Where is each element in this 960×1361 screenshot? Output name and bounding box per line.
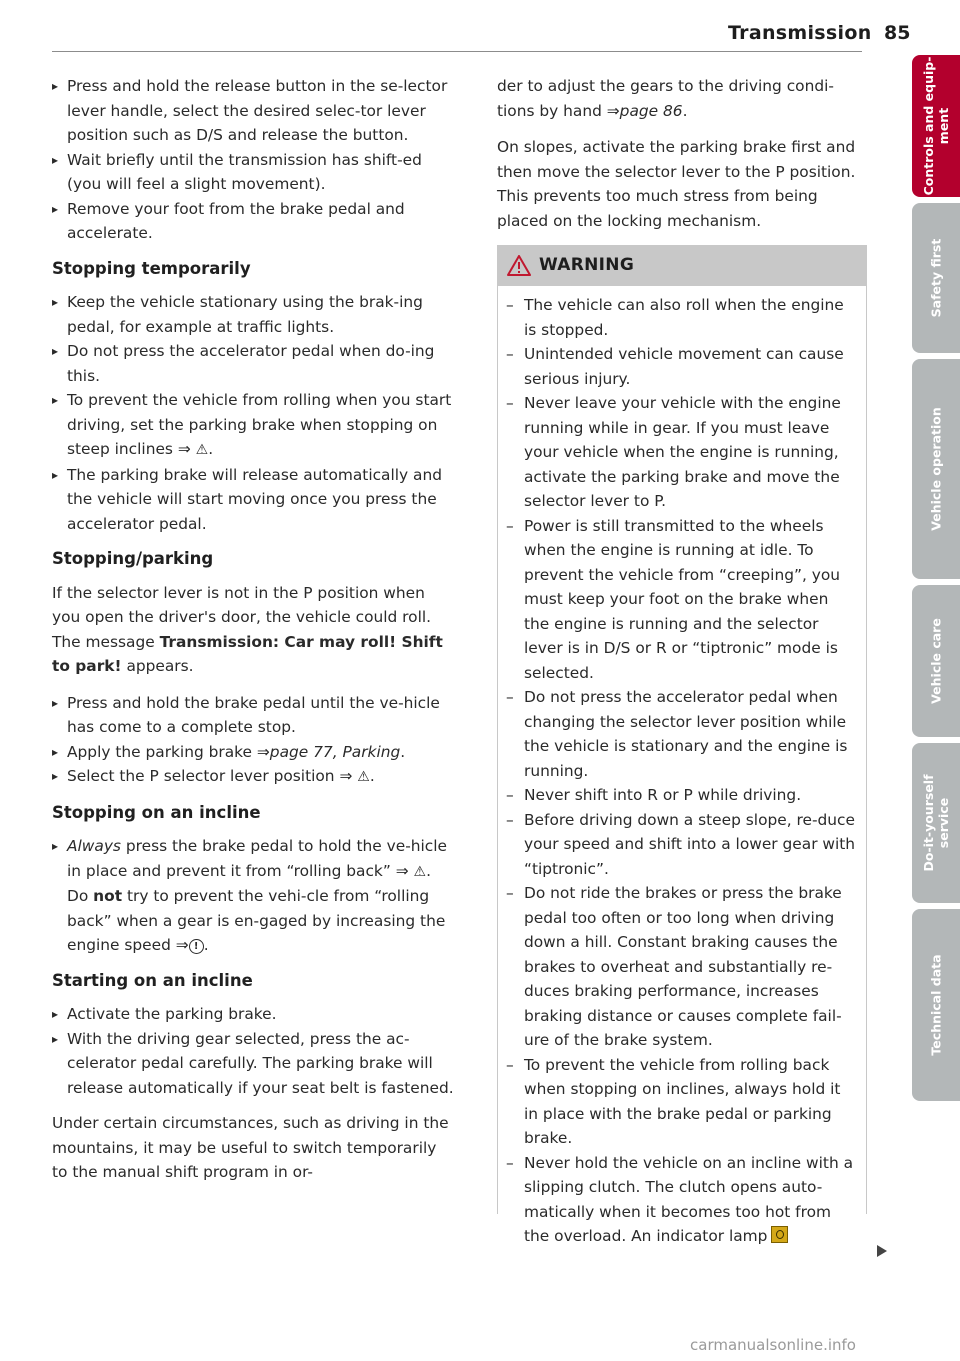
step-text: press the brake pedal to hold the ve-hicle in place and prevent it from “rolling back” [67,837,447,880]
emphasis-text: Always [67,837,121,855]
step-item: ▸ Activate the parking brake. [52,1002,456,1027]
step-item: ▸ Wait briefly until the transmission has shift-ed (you will feel a slight movement). [52,148,456,197]
warning-item: – Do not ride the brakes or press the brake pedal too often or too long when driving down a hill. Constant braking causes the brakes to overheat and substantially re-duces braking performance, increases braking distance or causes complete fail-ure of the brake system. [506,881,856,1053]
page-header-title: Transmission [728,22,872,44]
paragraph-text: appears. [121,657,194,675]
tab-label [921,57,951,196]
warning-triangle-icon[interactable]: ⚠ [357,769,370,785]
warning-item: – To prevent the vehicle from rolling back when stopping on inclines, always hold it in place with the brake pedal or parking brake. [506,1053,856,1151]
section-heading-stopping-temporarily: Stopping temporarily [52,258,251,278]
page-number: 85 [884,22,911,44]
arrow-icon: ⇒ [395,861,409,880]
arrow-icon: ⇒ [177,440,191,458]
tab-safety-first[interactable] [912,203,960,353]
caution-circle-icon[interactable]: ! [189,939,204,954]
step-item: ▸ Always press the brake pedal to hold the ve-hicle in place and prevent it from “rolling back” ⇒ ⚠. Do not try to prevent the vehi-cle from “rolling back” when a gear is en-gaged by increasing the engine speed ⇒ ! . [52,834,456,958]
warning-item-text: Never hold the vehicle on an incline with a slipping clutch. The clutch opens auto-matically when it becomes too hot from the overload. An indicator lamp [524,1153,854,1245]
step-item: ▸ Press and hold the brake pedal until the ve-hicle has come to a complete stop. [52,691,456,740]
paragraph-text: If the selector lever is not in the P position when you open the driver's door, the vehicle could roll. The message [52,583,432,651]
indicator-lamp-icon [771,1226,788,1243]
tab-technical-data[interactable] [912,909,960,1101]
warning-item: – Never leave your vehicle with the engine running while in gear. If you must leave your vehicle when the engine is running, activate the parking brake and move the selector lever to P. [506,391,856,514]
tab-label: Safety first [928,238,944,318]
warning-item: – Do not press the accelerator pedal when changing the selector lever position while the vehicle is stationary and the engine is running. [506,685,856,783]
warning-box [497,245,867,1245]
page-reference-link[interactable]: page 86 [619,101,683,120]
tab-label: Technical data [928,954,944,1056]
warning-body [497,286,867,1245]
tab-controls-and-equipment[interactable] [912,55,960,197]
step-list [52,691,456,790]
paragraph-text: der to adjust the gears to the driving condi-tions by hand [497,77,834,120]
step-item: ▸ Select the P selector lever position ⇒ ⚠. [52,764,456,790]
warning-triangle-icon[interactable]: ⚠ [413,863,427,880]
step-list [52,1002,456,1100]
step-item: ▸ Remove your foot from the brake pedal and accelerate. [52,197,456,246]
page-reference-link[interactable]: page 77, Parking [269,742,401,761]
tab-label: Vehicle care [928,618,944,704]
step-list [52,834,456,958]
paragraph [52,581,456,679]
message-text: Transmission: Car may roll! Shift to park! [52,632,443,675]
step-text: try to prevent the vehi-cle from “rolling back” when a gear is en-gaged by increasing the engine speed [67,887,446,954]
step-item: ▸ Keep the vehicle stationary using the brak-ing pedal, for example at traffic lights. [52,290,456,339]
continue-arrow-icon [877,1245,887,1257]
arrow-icon: ⇒ [606,101,620,120]
warning-list [506,293,856,1249]
warning-item: – Power is still transmitted to the wheels when the engine is running at idle. To prevent the vehicle from “creeping”, you must keep your foot on the brake when the engine is running and the selector lever is in D/S or R or “tiptronic” mode is selected. [506,514,856,686]
emphasis-text: not [93,887,123,905]
step-item: ▸ Do not press the accelerator pedal when do-ing this. [52,339,456,388]
tab-label-line: service [936,797,951,849]
warning-title: WARNING [539,255,635,276]
warning-item: – The vehicle can also roll when the engine is stopped. [506,293,856,342]
tab-vehicle-care[interactable] [912,585,960,737]
warning-item [506,1151,856,1249]
paragraph: Under certain circumstances, such as driving in the mountains, it may be useful to switch temporarily to the manual shift program in or- [52,1114,449,1181]
tab-label-line: Do-it-yourself [921,774,936,872]
step-item: ▸ With the driving gear selected, press the ac-celerator pedal carefully. The parking brake will release automatically if your seat belt is fastened. [52,1027,456,1101]
section-heading-stopping-parking: Stopping/parking [52,549,214,568]
paragraph: der to adjust the gears to the driving condi-tions by hand ⇒page 86. [497,77,834,120]
step-list [52,74,456,246]
warning-item: – Before driving down a steep slope, re-duce your speed and shift into a lower gear with “tiptronic”. [506,808,856,882]
warning-triangle-icon[interactable]: ⚠ [195,442,209,458]
watermark: carmanualsonline.info [690,1336,856,1354]
tab-label-line: Controls and equip- [921,56,936,196]
tab-label-line: ment [936,107,951,145]
step-item: ▸ To prevent the vehicle from rolling when you start driving, set the parking brake when stopping on steep inclines ⇒ ⚠. [52,388,456,463]
right-column [497,74,869,1245]
section-heading-starting-incline: Starting on an incline [52,970,253,990]
arrow-icon: ⇒ [256,742,270,761]
left-column [52,74,456,1197]
warning-header [497,245,867,286]
tab-label [921,774,951,871]
step-item: ▸ The parking brake will release automatically and the vehicle will start moving once you press the accelerator pedal. [52,463,456,537]
step-list [52,290,456,536]
step-text: . Do [67,861,431,905]
warning-item: – Unintended vehicle movement can cause serious injury. [506,342,856,391]
step-text: To prevent the vehicle from rolling when you start driving, set the parking brake when stopping on steep inclines [67,391,452,458]
paragraph: On slopes, activate the parking brake first and then move the selector lever to the P position. This prevents too much stress from being placed on the locking mechanism. [497,138,856,230]
arrow-icon: ⇒ [339,767,353,785]
step-item: ▸ Press and hold the release button in the se-lector lever handle, select the desired selec-tor lever position such as D/S and release the button. [52,74,456,148]
tab-vehicle-operation[interactable] [912,359,960,579]
section-heading-stopping-incline: Stopping on an incline [52,802,261,822]
warning-triangle-icon [507,255,531,276]
header-divider [52,51,862,52]
warning-item: – Never shift into R or P while driving. [506,783,856,808]
tab-label: Vehicle operation [928,407,944,531]
step-text: Select the P selector lever position [67,767,340,785]
step-text: Apply the parking brake [67,742,257,761]
step-item: ▸ Apply the parking brake ⇒page 77, Parking. [52,740,456,765]
arrow-icon: ⇒ [175,936,189,954]
tab-do-it-yourself-service[interactable] [912,743,960,903]
